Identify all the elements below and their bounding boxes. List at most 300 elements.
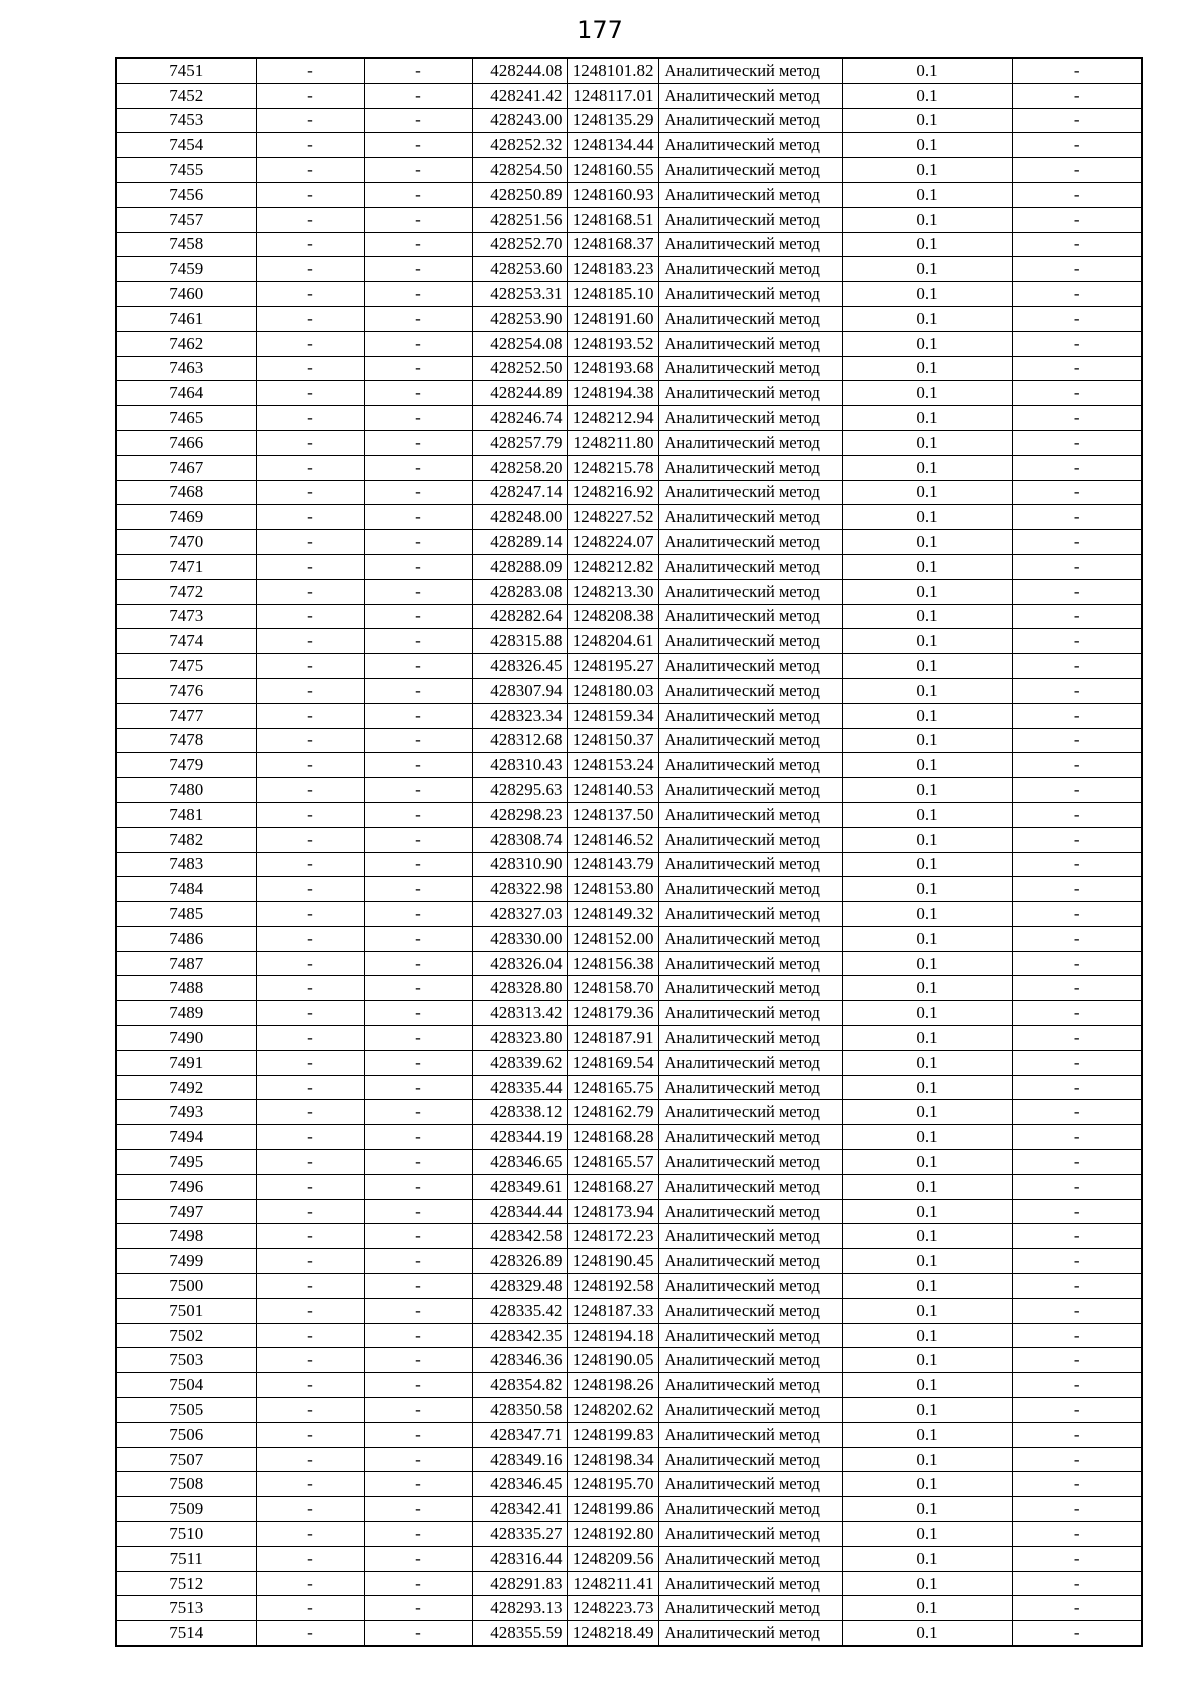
empty-cell-c: - (1012, 1249, 1142, 1274)
table-row (116, 257, 1142, 282)
x-coordinate-cell: 428243.00 (472, 108, 567, 133)
x-coordinate-cell: 428316.44 (472, 1546, 567, 1571)
method-cell: Аналитический метод (658, 654, 842, 679)
table-row (116, 753, 1142, 778)
method-cell: Аналитический метод (658, 83, 842, 108)
accuracy-cell: 0.1 (842, 1224, 1012, 1249)
y-coordinate-cell: 1248156.38 (567, 951, 658, 976)
empty-cell-c: - (1012, 1323, 1142, 1348)
y-coordinate-cell: 1248202.62 (567, 1398, 658, 1423)
y-coordinate-cell: 1248209.56 (567, 1546, 658, 1571)
x-coordinate-cell: 428326.04 (472, 951, 567, 976)
empty-cell-a: - (256, 257, 364, 282)
table-row (116, 158, 1142, 183)
empty-cell-b: - (364, 381, 472, 406)
method-cell: Аналитический метод (658, 1472, 842, 1497)
y-coordinate-cell: 1248187.33 (567, 1298, 658, 1323)
accuracy-cell: 0.1 (842, 455, 1012, 480)
empty-cell-c: - (1012, 455, 1142, 480)
empty-cell-c: - (1012, 1522, 1142, 1547)
method-cell: Аналитический метод (658, 356, 842, 381)
table-row (116, 877, 1142, 902)
y-coordinate-cell: 1248212.82 (567, 554, 658, 579)
empty-cell-c: - (1012, 1274, 1142, 1299)
method-cell: Аналитический метод (658, 58, 842, 83)
empty-cell-a: - (256, 753, 364, 778)
method-cell: Аналитический метод (658, 902, 842, 927)
table-row (116, 852, 1142, 877)
accuracy-cell: 0.1 (842, 1447, 1012, 1472)
empty-cell-a: - (256, 1100, 364, 1125)
accuracy-cell: 0.1 (842, 282, 1012, 307)
point-number-cell: 7475 (116, 654, 256, 679)
x-coordinate-cell: 428335.42 (472, 1298, 567, 1323)
y-coordinate-cell: 1248193.52 (567, 331, 658, 356)
empty-cell-b: - (364, 654, 472, 679)
method-cell: Аналитический метод (658, 579, 842, 604)
method-cell: Аналитический метод (658, 1621, 842, 1646)
empty-cell-b: - (364, 629, 472, 654)
point-number-cell: 7477 (116, 703, 256, 728)
empty-cell-a: - (256, 1125, 364, 1150)
table-row (116, 629, 1142, 654)
table-row (116, 1199, 1142, 1224)
empty-cell-c: - (1012, 480, 1142, 505)
method-cell: Аналитический метод (658, 1150, 842, 1175)
empty-cell-c: - (1012, 232, 1142, 257)
empty-cell-a: - (256, 306, 364, 331)
empty-cell-a: - (256, 1075, 364, 1100)
empty-cell-b: - (364, 926, 472, 951)
method-cell: Аналитический метод (658, 1546, 842, 1571)
y-coordinate-cell: 1248183.23 (567, 257, 658, 282)
x-coordinate-cell: 428346.45 (472, 1472, 567, 1497)
y-coordinate-cell: 1248192.58 (567, 1274, 658, 1299)
empty-cell-a: - (256, 1323, 364, 1348)
x-coordinate-cell: 428247.14 (472, 480, 567, 505)
accuracy-cell: 0.1 (842, 108, 1012, 133)
point-number-cell: 7486 (116, 926, 256, 951)
empty-cell-a: - (256, 1348, 364, 1373)
method-cell: Аналитический метод (658, 1001, 842, 1026)
accuracy-cell: 0.1 (842, 1075, 1012, 1100)
point-number-cell: 7483 (116, 852, 256, 877)
empty-cell-b: - (364, 902, 472, 927)
accuracy-cell: 0.1 (842, 158, 1012, 183)
table-row (116, 604, 1142, 629)
empty-cell-a: - (256, 282, 364, 307)
empty-cell-a: - (256, 505, 364, 530)
accuracy-cell: 0.1 (842, 1348, 1012, 1373)
table-row (116, 1546, 1142, 1571)
y-coordinate-cell: 1248158.70 (567, 976, 658, 1001)
empty-cell-a: - (256, 926, 364, 951)
y-coordinate-cell: 1248134.44 (567, 133, 658, 158)
x-coordinate-cell: 428308.74 (472, 827, 567, 852)
empty-cell-c: - (1012, 827, 1142, 852)
y-coordinate-cell: 1248149.32 (567, 902, 658, 927)
table-row (116, 331, 1142, 356)
x-coordinate-cell: 428347.71 (472, 1422, 567, 1447)
table-row (116, 1224, 1142, 1249)
method-cell: Аналитический метод (658, 629, 842, 654)
method-cell: Аналитический метод (658, 604, 842, 629)
empty-cell-b: - (364, 182, 472, 207)
table-row (116, 1472, 1142, 1497)
point-number-cell: 7503 (116, 1348, 256, 1373)
empty-cell-c: - (1012, 1100, 1142, 1125)
empty-cell-b: - (364, 1447, 472, 1472)
method-cell: Аналитический метод (658, 530, 842, 555)
empty-cell-c: - (1012, 1199, 1142, 1224)
empty-cell-c: - (1012, 678, 1142, 703)
empty-cell-b: - (364, 678, 472, 703)
empty-cell-c: - (1012, 83, 1142, 108)
table-row (116, 802, 1142, 827)
empty-cell-a: - (256, 108, 364, 133)
empty-cell-c: - (1012, 1075, 1142, 1100)
empty-cell-a: - (256, 430, 364, 455)
empty-cell-a: - (256, 1621, 364, 1646)
empty-cell-b: - (364, 951, 472, 976)
empty-cell-c: - (1012, 58, 1142, 83)
y-coordinate-cell: 1248153.24 (567, 753, 658, 778)
empty-cell-b: - (364, 579, 472, 604)
method-cell: Аналитический метод (658, 182, 842, 207)
x-coordinate-cell: 428339.62 (472, 1050, 567, 1075)
table-row (116, 1274, 1142, 1299)
x-coordinate-cell: 428252.70 (472, 232, 567, 257)
empty-cell-a: - (256, 1298, 364, 1323)
point-number-cell: 7476 (116, 678, 256, 703)
point-number-cell: 7469 (116, 505, 256, 530)
empty-cell-b: - (364, 852, 472, 877)
empty-cell-a: - (256, 1224, 364, 1249)
y-coordinate-cell: 1248152.00 (567, 926, 658, 951)
point-number-cell: 7453 (116, 108, 256, 133)
accuracy-cell: 0.1 (842, 827, 1012, 852)
point-number-cell: 7488 (116, 976, 256, 1001)
point-number-cell: 7468 (116, 480, 256, 505)
point-number-cell: 7493 (116, 1100, 256, 1125)
table-row (116, 1571, 1142, 1596)
x-coordinate-cell: 428344.19 (472, 1125, 567, 1150)
point-number-cell: 7509 (116, 1497, 256, 1522)
empty-cell-a: - (256, 703, 364, 728)
accuracy-cell: 0.1 (842, 1596, 1012, 1621)
x-coordinate-cell: 428350.58 (472, 1398, 567, 1423)
empty-cell-b: - (364, 1199, 472, 1224)
y-coordinate-cell: 1248172.23 (567, 1224, 658, 1249)
accuracy-cell: 0.1 (842, 232, 1012, 257)
accuracy-cell: 0.1 (842, 1621, 1012, 1646)
point-number-cell: 7458 (116, 232, 256, 257)
empty-cell-a: - (256, 604, 364, 629)
coordinates-table (115, 57, 1143, 1647)
accuracy-cell: 0.1 (842, 802, 1012, 827)
y-coordinate-cell: 1248199.86 (567, 1497, 658, 1522)
point-number-cell: 7491 (116, 1050, 256, 1075)
accuracy-cell: 0.1 (842, 703, 1012, 728)
accuracy-cell: 0.1 (842, 331, 1012, 356)
empty-cell-c: - (1012, 1546, 1142, 1571)
y-coordinate-cell: 1248212.94 (567, 406, 658, 431)
empty-cell-c: - (1012, 406, 1142, 431)
empty-cell-b: - (364, 158, 472, 183)
method-cell: Аналитический метод (658, 1174, 842, 1199)
method-cell: Аналитический метод (658, 1026, 842, 1051)
accuracy-cell: 0.1 (842, 629, 1012, 654)
table-row (116, 381, 1142, 406)
x-coordinate-cell: 428338.12 (472, 1100, 567, 1125)
empty-cell-b: - (364, 554, 472, 579)
method-cell: Аналитический метод (658, 1348, 842, 1373)
empty-cell-b: - (364, 827, 472, 852)
x-coordinate-cell: 428258.20 (472, 455, 567, 480)
empty-cell-b: - (364, 1174, 472, 1199)
empty-cell-c: - (1012, 1298, 1142, 1323)
accuracy-cell: 0.1 (842, 1422, 1012, 1447)
empty-cell-c: - (1012, 306, 1142, 331)
method-cell: Аналитический метод (658, 852, 842, 877)
method-cell: Аналитический метод (658, 1373, 842, 1398)
point-number-cell: 7471 (116, 554, 256, 579)
method-cell: Аналитический метод (658, 678, 842, 703)
table-row (116, 1298, 1142, 1323)
y-coordinate-cell: 1248179.36 (567, 1001, 658, 1026)
y-coordinate-cell: 1248227.52 (567, 505, 658, 530)
y-coordinate-cell: 1248199.83 (567, 1422, 658, 1447)
x-coordinate-cell: 428342.58 (472, 1224, 567, 1249)
y-coordinate-cell: 1248146.52 (567, 827, 658, 852)
empty-cell-c: - (1012, 1571, 1142, 1596)
empty-cell-c: - (1012, 1150, 1142, 1175)
point-number-cell: 7494 (116, 1125, 256, 1150)
empty-cell-a: - (256, 356, 364, 381)
method-cell: Аналитический метод (658, 1199, 842, 1224)
x-coordinate-cell: 428355.59 (472, 1621, 567, 1646)
y-coordinate-cell: 1248204.61 (567, 629, 658, 654)
x-coordinate-cell: 428328.80 (472, 976, 567, 1001)
y-coordinate-cell: 1248198.34 (567, 1447, 658, 1472)
empty-cell-b: - (364, 282, 472, 307)
accuracy-cell: 0.1 (842, 654, 1012, 679)
empty-cell-b: - (364, 306, 472, 331)
empty-cell-a: - (256, 1422, 364, 1447)
empty-cell-b: - (364, 1373, 472, 1398)
empty-cell-a: - (256, 554, 364, 579)
y-coordinate-cell: 1248216.92 (567, 480, 658, 505)
empty-cell-b: - (364, 1571, 472, 1596)
page-number: 177 (577, 16, 623, 44)
empty-cell-c: - (1012, 1422, 1142, 1447)
y-coordinate-cell: 1248198.26 (567, 1373, 658, 1398)
y-coordinate-cell: 1248165.57 (567, 1150, 658, 1175)
empty-cell-c: - (1012, 1026, 1142, 1051)
empty-cell-b: - (364, 976, 472, 1001)
empty-cell-a: - (256, 1447, 364, 1472)
empty-cell-a: - (256, 579, 364, 604)
empty-cell-b: - (364, 1621, 472, 1646)
y-coordinate-cell: 1248218.49 (567, 1621, 658, 1646)
accuracy-cell: 0.1 (842, 207, 1012, 232)
x-coordinate-cell: 428241.42 (472, 83, 567, 108)
x-coordinate-cell: 428346.36 (472, 1348, 567, 1373)
empty-cell-a: - (256, 1199, 364, 1224)
x-coordinate-cell: 428313.42 (472, 1001, 567, 1026)
method-cell: Аналитический метод (658, 455, 842, 480)
empty-cell-c: - (1012, 133, 1142, 158)
x-coordinate-cell: 428312.68 (472, 728, 567, 753)
method-cell: Аналитический метод (658, 802, 842, 827)
y-coordinate-cell: 1248159.34 (567, 703, 658, 728)
accuracy-cell: 0.1 (842, 430, 1012, 455)
x-coordinate-cell: 428252.50 (472, 356, 567, 381)
accuracy-cell: 0.1 (842, 58, 1012, 83)
x-coordinate-cell: 428289.14 (472, 530, 567, 555)
x-coordinate-cell: 428354.82 (472, 1373, 567, 1398)
empty-cell-a: - (256, 207, 364, 232)
empty-cell-a: - (256, 1026, 364, 1051)
point-number-cell: 7497 (116, 1199, 256, 1224)
point-number-cell: 7480 (116, 778, 256, 803)
empty-cell-c: - (1012, 1621, 1142, 1646)
x-coordinate-cell: 428244.08 (472, 58, 567, 83)
empty-cell-c: - (1012, 1373, 1142, 1398)
method-cell: Аналитический метод (658, 1125, 842, 1150)
table-row (116, 406, 1142, 431)
empty-cell-c: - (1012, 1125, 1142, 1150)
empty-cell-a: - (256, 133, 364, 158)
accuracy-cell: 0.1 (842, 83, 1012, 108)
empty-cell-b: - (364, 703, 472, 728)
accuracy-cell: 0.1 (842, 753, 1012, 778)
table-row (116, 282, 1142, 307)
accuracy-cell: 0.1 (842, 1323, 1012, 1348)
table-row (116, 1596, 1142, 1621)
y-coordinate-cell: 1248195.27 (567, 654, 658, 679)
empty-cell-a: - (256, 778, 364, 803)
y-coordinate-cell: 1248137.50 (567, 802, 658, 827)
empty-cell-b: - (364, 108, 472, 133)
accuracy-cell: 0.1 (842, 1050, 1012, 1075)
y-coordinate-cell: 1248140.53 (567, 778, 658, 803)
empty-cell-a: - (256, 902, 364, 927)
x-coordinate-cell: 428307.94 (472, 678, 567, 703)
point-number-cell: 7501 (116, 1298, 256, 1323)
empty-cell-a: - (256, 1001, 364, 1026)
point-number-cell: 7460 (116, 282, 256, 307)
y-coordinate-cell: 1248213.30 (567, 579, 658, 604)
accuracy-cell: 0.1 (842, 480, 1012, 505)
empty-cell-a: - (256, 83, 364, 108)
point-number-cell: 7462 (116, 331, 256, 356)
accuracy-cell: 0.1 (842, 678, 1012, 703)
empty-cell-b: - (364, 753, 472, 778)
empty-cell-b: - (364, 207, 472, 232)
x-coordinate-cell: 428254.50 (472, 158, 567, 183)
x-coordinate-cell: 428293.13 (472, 1596, 567, 1621)
point-number-cell: 7512 (116, 1571, 256, 1596)
x-coordinate-cell: 428346.65 (472, 1150, 567, 1175)
method-cell: Аналитический метод (658, 827, 842, 852)
empty-cell-a: - (256, 976, 364, 1001)
x-coordinate-cell: 428248.00 (472, 505, 567, 530)
y-coordinate-cell: 1248190.05 (567, 1348, 658, 1373)
y-coordinate-cell: 1248143.79 (567, 852, 658, 877)
method-cell: Аналитический метод (658, 926, 842, 951)
x-coordinate-cell: 428244.89 (472, 381, 567, 406)
empty-cell-b: - (364, 604, 472, 629)
x-coordinate-cell: 428283.08 (472, 579, 567, 604)
accuracy-cell: 0.1 (842, 406, 1012, 431)
method-cell: Аналитический метод (658, 331, 842, 356)
point-number-cell: 7463 (116, 356, 256, 381)
point-number-cell: 7459 (116, 257, 256, 282)
y-coordinate-cell: 1248160.93 (567, 182, 658, 207)
empty-cell-c: - (1012, 852, 1142, 877)
y-coordinate-cell: 1248168.27 (567, 1174, 658, 1199)
y-coordinate-cell: 1248169.54 (567, 1050, 658, 1075)
empty-cell-c: - (1012, 430, 1142, 455)
accuracy-cell: 0.1 (842, 1174, 1012, 1199)
accuracy-cell: 0.1 (842, 1298, 1012, 1323)
table-row (116, 1621, 1142, 1646)
empty-cell-c: - (1012, 1596, 1142, 1621)
accuracy-cell: 0.1 (842, 1497, 1012, 1522)
empty-cell-a: - (256, 1398, 364, 1423)
table-row (116, 1050, 1142, 1075)
empty-cell-a: - (256, 1050, 364, 1075)
point-number-cell: 7507 (116, 1447, 256, 1472)
empty-cell-c: - (1012, 1348, 1142, 1373)
y-coordinate-cell: 1248162.79 (567, 1100, 658, 1125)
method-cell: Аналитический метод (658, 381, 842, 406)
empty-cell-c: - (1012, 877, 1142, 902)
y-coordinate-cell: 1248215.78 (567, 455, 658, 480)
point-number-cell: 7510 (116, 1522, 256, 1547)
y-coordinate-cell: 1248165.75 (567, 1075, 658, 1100)
point-number-cell: 7513 (116, 1596, 256, 1621)
table-row (116, 1522, 1142, 1547)
point-number-cell: 7505 (116, 1398, 256, 1423)
empty-cell-c: - (1012, 1224, 1142, 1249)
y-coordinate-cell: 1248173.94 (567, 1199, 658, 1224)
accuracy-cell: 0.1 (842, 1125, 1012, 1150)
point-number-cell: 7514 (116, 1621, 256, 1646)
empty-cell-a: - (256, 1546, 364, 1571)
x-coordinate-cell: 428327.03 (472, 902, 567, 927)
point-number-cell: 7496 (116, 1174, 256, 1199)
accuracy-cell: 0.1 (842, 1398, 1012, 1423)
y-coordinate-cell: 1248190.45 (567, 1249, 658, 1274)
table-row (116, 133, 1142, 158)
accuracy-cell: 0.1 (842, 951, 1012, 976)
y-coordinate-cell: 1248135.29 (567, 108, 658, 133)
point-number-cell: 7489 (116, 1001, 256, 1026)
point-number-cell: 7500 (116, 1274, 256, 1299)
y-coordinate-cell: 1248195.70 (567, 1472, 658, 1497)
point-number-cell: 7490 (116, 1026, 256, 1051)
empty-cell-c: - (1012, 654, 1142, 679)
accuracy-cell: 0.1 (842, 1150, 1012, 1175)
accuracy-cell: 0.1 (842, 356, 1012, 381)
empty-cell-a: - (256, 182, 364, 207)
accuracy-cell: 0.1 (842, 1522, 1012, 1547)
empty-cell-c: - (1012, 182, 1142, 207)
table-row (116, 827, 1142, 852)
x-coordinate-cell: 428323.34 (472, 703, 567, 728)
